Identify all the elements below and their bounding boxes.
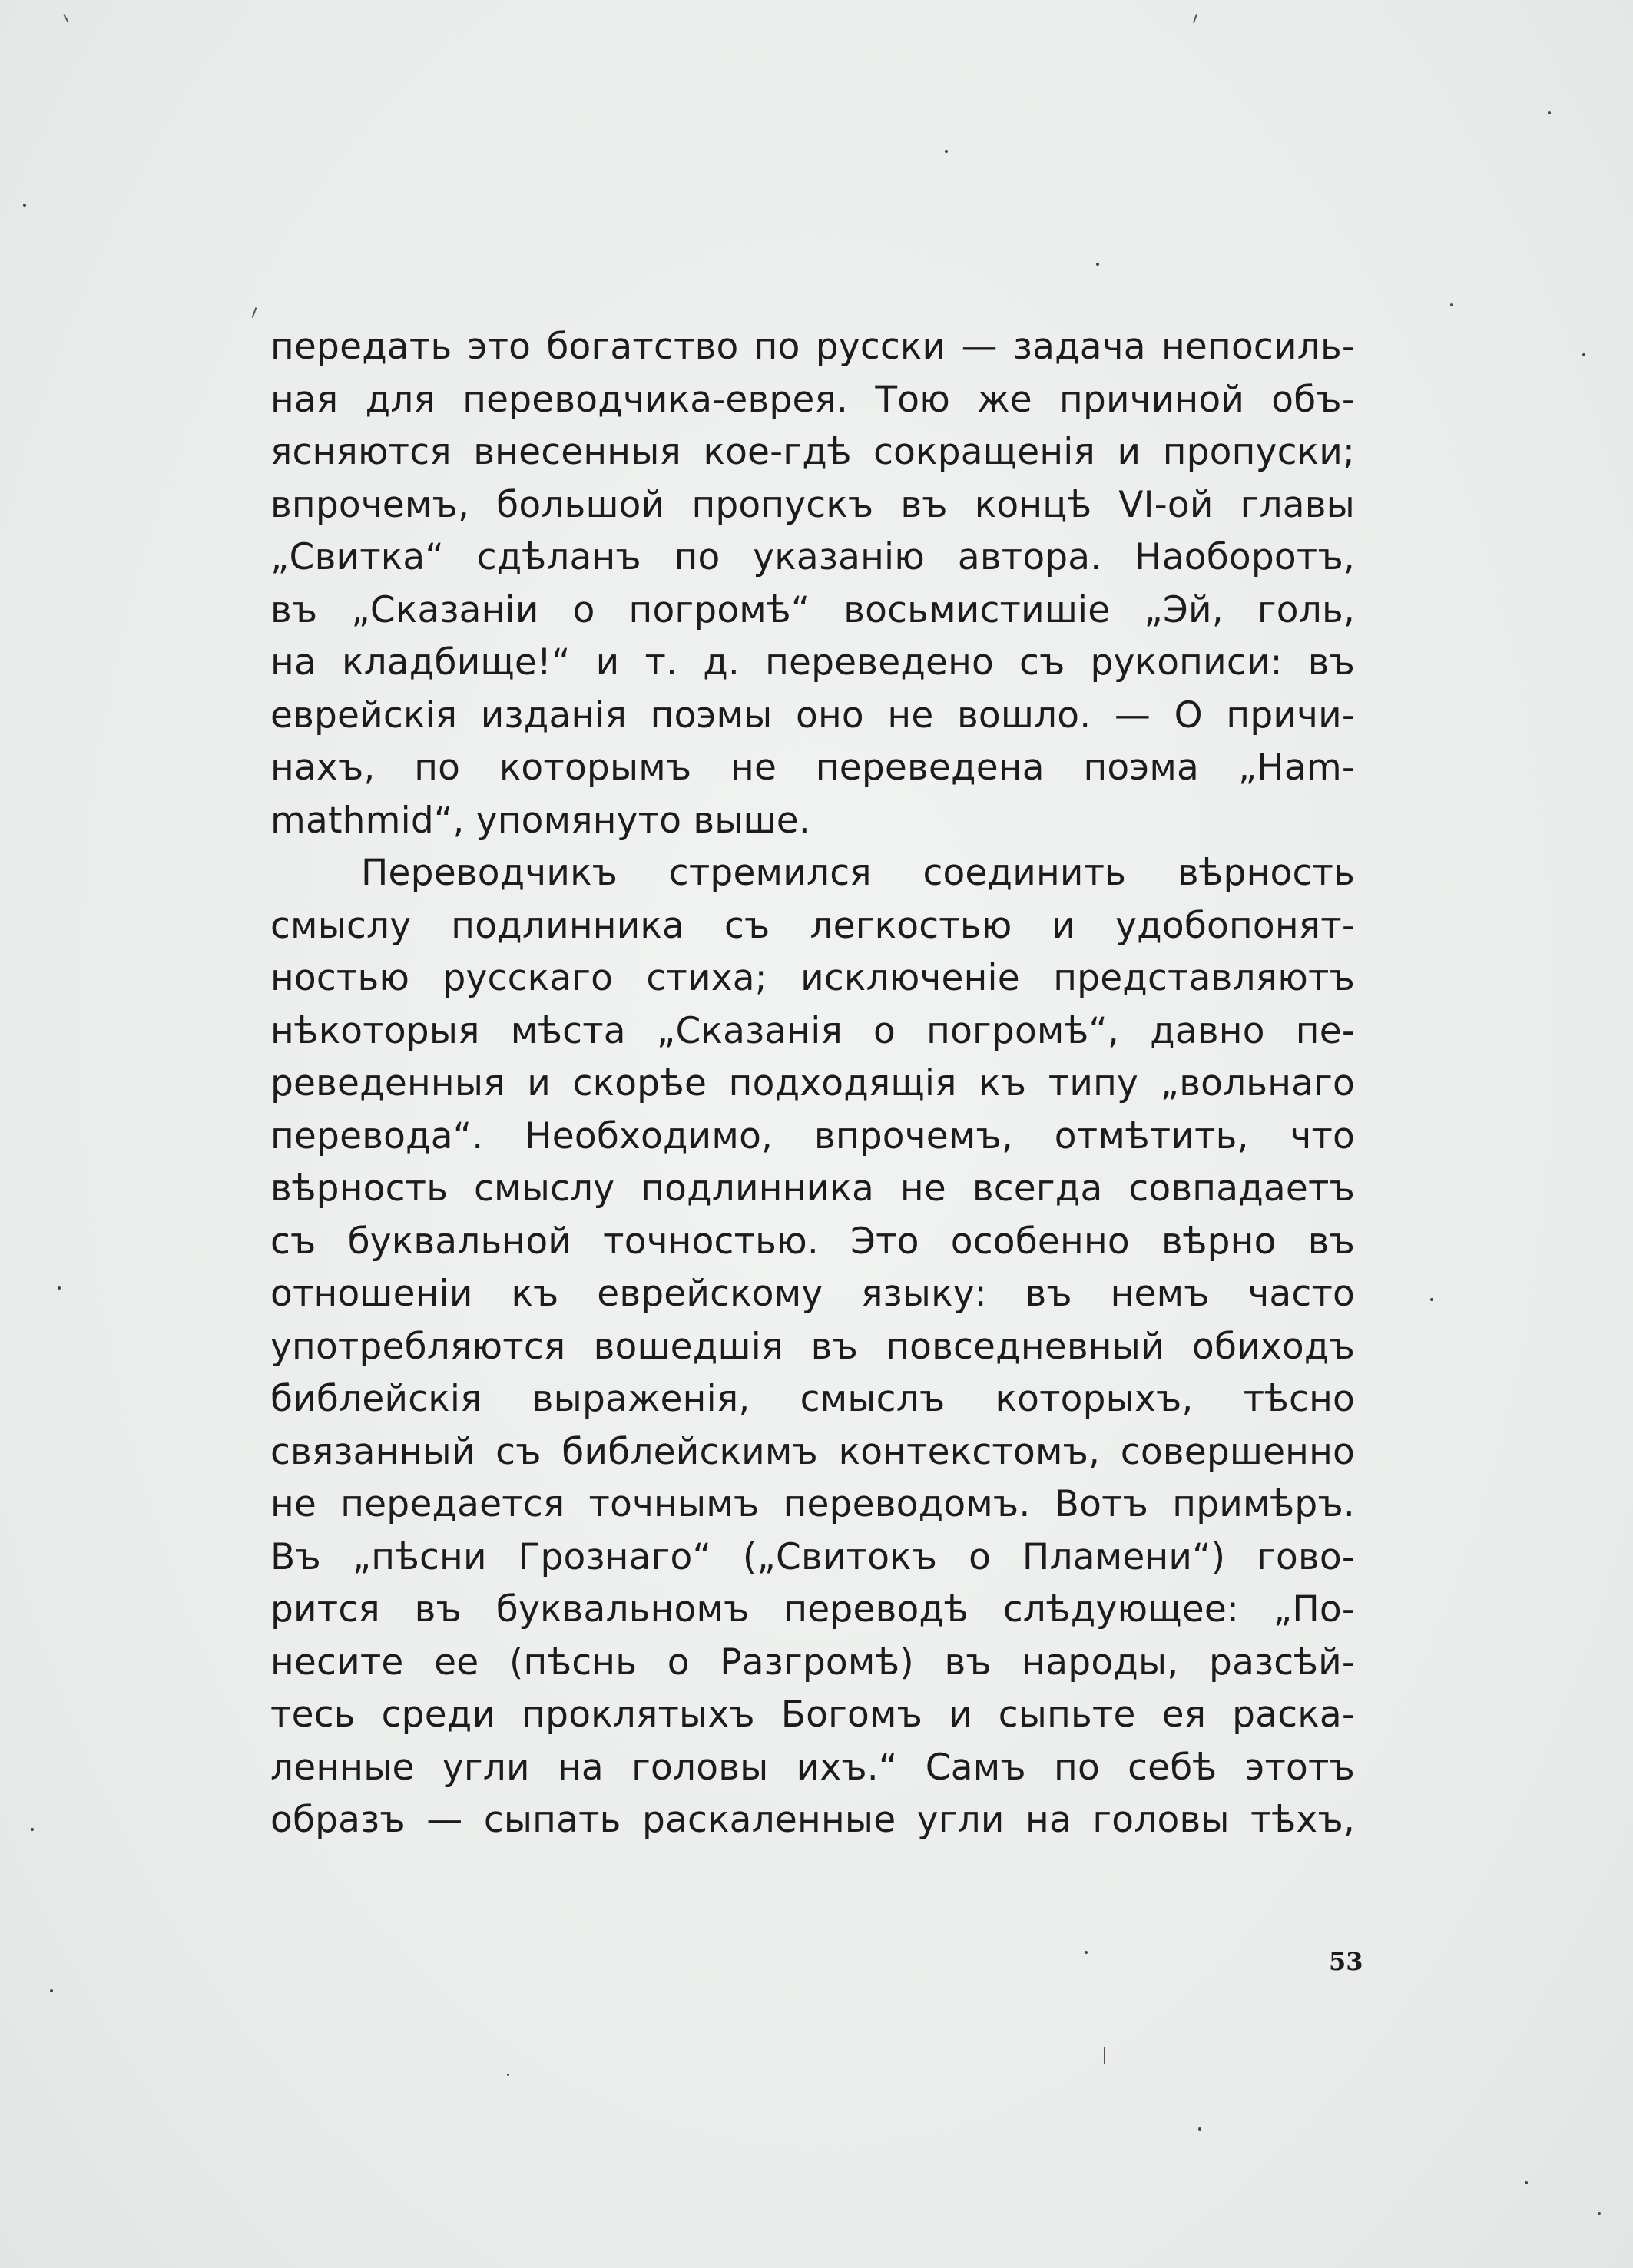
scan-speck <box>945 150 948 153</box>
scan-speck <box>1582 353 1585 356</box>
scan-mark <box>63 14 69 22</box>
scan-speck <box>1430 1298 1433 1301</box>
scan-speck <box>31 1828 34 1831</box>
text-line: библейскія выраженія, смыслъ которыхъ, тѣсно <box>270 1378 1355 1420</box>
text-line: ная для переводчика-еврея. Тою же причиной объ- <box>270 378 1355 421</box>
text-line: рится въ буквальномъ переводѣ слѣдующее: „По- <box>270 1588 1355 1631</box>
scan-mark <box>252 307 257 318</box>
text-line: образъ — сыпать раскаленные угли на головы тѣхъ, <box>270 1799 1355 1841</box>
text-line: связанный съ библейскимъ контекстомъ, совершенно <box>270 1430 1355 1473</box>
text-line: тесь среди проклятыхъ Богомъ и сыпьте ея раска- <box>270 1694 1355 1736</box>
text-line: смыслу подлинника съ легкостью и удобопонят- <box>270 904 1355 947</box>
text-line: ленные угли на головы ихъ.“ Самъ по себѣ этотъ <box>270 1746 1355 1789</box>
text-line: въ „Сказаніи о погромѣ“ восьмистишіе „Эй, голь, <box>270 588 1355 631</box>
text-line: Въ „пѣсни Грознаго“ („Свитокъ о Пламени“) гово- <box>270 1535 1355 1578</box>
text-line: передать это богатство по русски — задача непосиль- <box>270 326 1355 368</box>
text-line: несите ее (пѣснь о Разгромѣ) въ народы, разсѣй- <box>270 1641 1355 1684</box>
text-line: ясняются внесенныя кое-гдѣ сокращенія и пропуски; <box>270 431 1355 473</box>
scan-speck <box>58 1286 61 1290</box>
scan-speck <box>1450 303 1453 306</box>
scan-speck <box>1096 263 1099 266</box>
text-line: „Свитка“ сдѣланъ по указанію автора. Наоборотъ, <box>270 536 1355 578</box>
body-text <box>270 321 1355 1847</box>
scan-speck <box>1525 2181 1528 2184</box>
scan-speck <box>507 2074 509 2076</box>
scan-mark <box>1104 2047 1105 2064</box>
scan-speck <box>1548 111 1551 114</box>
page-number: 53 <box>1329 1947 1363 1976</box>
text-line: отношеніи къ еврейскому языку: въ немъ часто <box>270 1273 1355 1315</box>
text-line: еврейскія изданія поэмы оно не вошло. — О причи- <box>270 694 1355 737</box>
text-line: перевода“. Необходимо, впрочемъ, отмѣтить, что <box>270 1114 1355 1157</box>
text-line: съ буквальной точностью. Это особенно вѣрно въ <box>270 1220 1355 1263</box>
text-line: нахъ, по которымъ не переведена поэма „Ham- <box>270 747 1355 789</box>
scan-speck <box>1198 2127 1201 2131</box>
text-line: на кладбище!“ и т. д. переведено съ рукописи: въ <box>270 641 1355 684</box>
scan-speck <box>1598 2212 1601 2215</box>
text-line: mathmid“, упомянуто выше. <box>270 799 811 842</box>
text-line: нѣкоторыя мѣста „Сказанія о погромѣ“, давно пе- <box>270 1009 1355 1052</box>
text-line: Переводчикъ стремился соединить вѣрность <box>361 852 1355 894</box>
text-line: вѣрность смыслу подлинника не всегда совпадаетъ <box>270 1167 1355 1210</box>
scan-speck <box>50 1989 53 1992</box>
scan-speck <box>23 204 26 207</box>
text-line: употребляются вошедшія въ повседневный обиходъ <box>270 1325 1355 1368</box>
text-line: не передается точнымъ переводомъ. Вотъ примѣръ. <box>270 1483 1355 1525</box>
scan-speck <box>1085 1951 1088 1954</box>
text-line: ностью русскаго стиха; исключеніе представляютъ <box>270 957 1355 999</box>
text-line: реведенныя и скорѣе подходящія къ типу „вольнаго <box>270 1062 1355 1104</box>
scan-mark <box>1193 14 1197 23</box>
text-line: впрочемъ, большой пропускъ въ концѣ VI-ой главы <box>270 483 1355 526</box>
